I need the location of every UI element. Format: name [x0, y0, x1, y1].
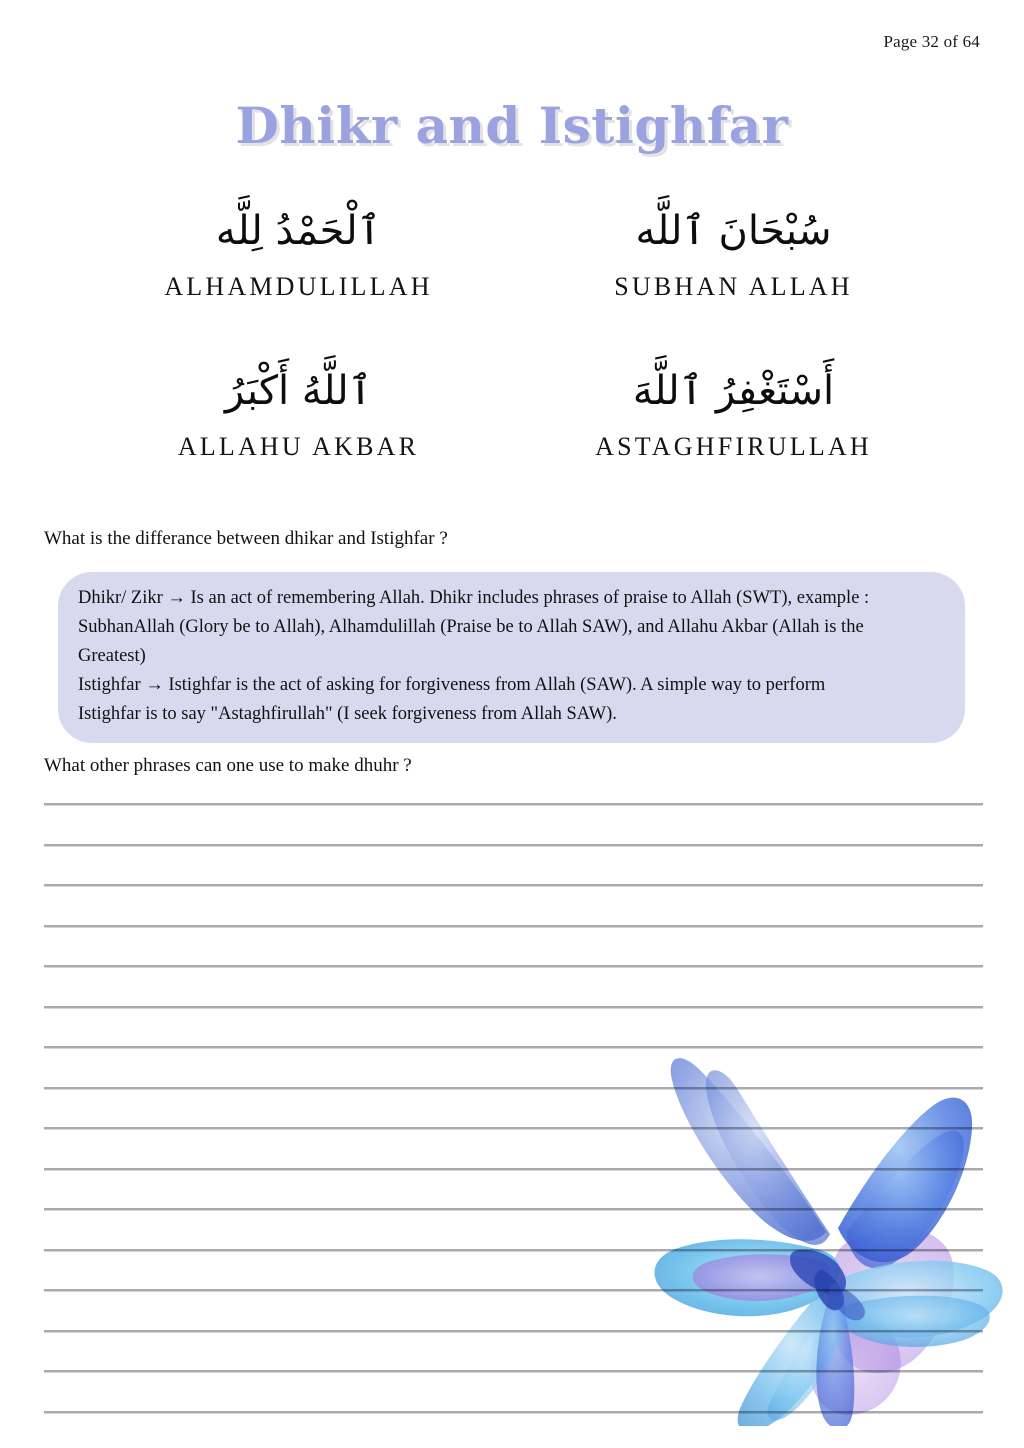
phrase-card-astaghfirullah: [531, 348, 936, 508]
ruled-line: [44, 1046, 983, 1048]
phrase-card-alhamdulillah: [96, 188, 501, 348]
ruled-line: [44, 1370, 983, 1372]
arabic-text-alhamdulillah: ٱلْحَمْدُ لِلَّه: [215, 208, 382, 254]
ruled-line: [44, 844, 983, 846]
answer-line: Greatest): [78, 646, 146, 666]
answer-line: Dhikr/ Zikr → Is an act of remembering Allah. Dhikr includes phrases of praise to Allah (SWT), example :: [78, 588, 870, 608]
arabic-text-astaghfirullah: أَسْتَغْفِرُ ٱللَّهَ: [632, 368, 835, 414]
ruled-line: [44, 965, 983, 967]
arabic-text-allahu-akbar: ٱللَّهُ أَكْبَرُ: [224, 368, 373, 414]
transliteration-astaghfirullah: ASTAGHFIRULLAH: [595, 432, 872, 461]
phrase-card-allahu-akbar: [96, 348, 501, 508]
ruled-line: [44, 1289, 983, 1291]
ruled-line: [44, 1087, 983, 1089]
arabic-text-subhan-allah: سُبْحَانَ ٱللَّه: [635, 208, 832, 254]
ruled-line: [44, 1127, 983, 1129]
page-title: Dhikr and Istighfar: [235, 96, 789, 155]
phrase-card-subhan-allah: [531, 188, 936, 348]
ruled-line: [44, 1168, 983, 1170]
ruled-line: [44, 1330, 983, 1332]
transliteration-alhamdulillah: ALHAMDULILLAH: [164, 272, 433, 301]
transliteration-allahu-akbar: ALLAHU AKBAR: [177, 432, 420, 461]
watercolor-flower-icon: [630, 1036, 1010, 1426]
ruled-line: [44, 803, 983, 805]
answer-line: SubhanAllah (Glory be to Allah), Alhamdulillah (Praise be to Allah SAW), and Allahu Akbar (Allah is the: [78, 617, 864, 637]
dhikr-phrase-grid: [96, 188, 936, 508]
transliteration-subhan-allah: SUBHAN ALLAH: [614, 272, 853, 301]
ruled-line: [44, 1006, 983, 1008]
answer-line: Istighfar → Istighfar is the act of asking for forgiveness from Allah (SAW). A simple way to perform: [78, 675, 826, 695]
question-other-phrases-dhuhr: What other phrases can one use to make dhuhr ?: [44, 755, 412, 776]
page-number: Page 32 of 64: [883, 32, 980, 51]
ruled-line: [44, 1208, 983, 1210]
answer-line: Istighfar is to say "Astaghfirullah" (I seek forgiveness from Allah SAW).: [78, 704, 617, 724]
ruled-line: [44, 1411, 983, 1413]
ruled-line: [44, 884, 983, 886]
answer-box-dhikr-istighfar[interactable]: [58, 572, 965, 743]
ruled-line: [44, 1249, 983, 1251]
ruled-line: [44, 925, 983, 927]
question-difference-dhikr-istighfar: What is the differance between dhikar and Istighfar ?: [44, 528, 448, 549]
